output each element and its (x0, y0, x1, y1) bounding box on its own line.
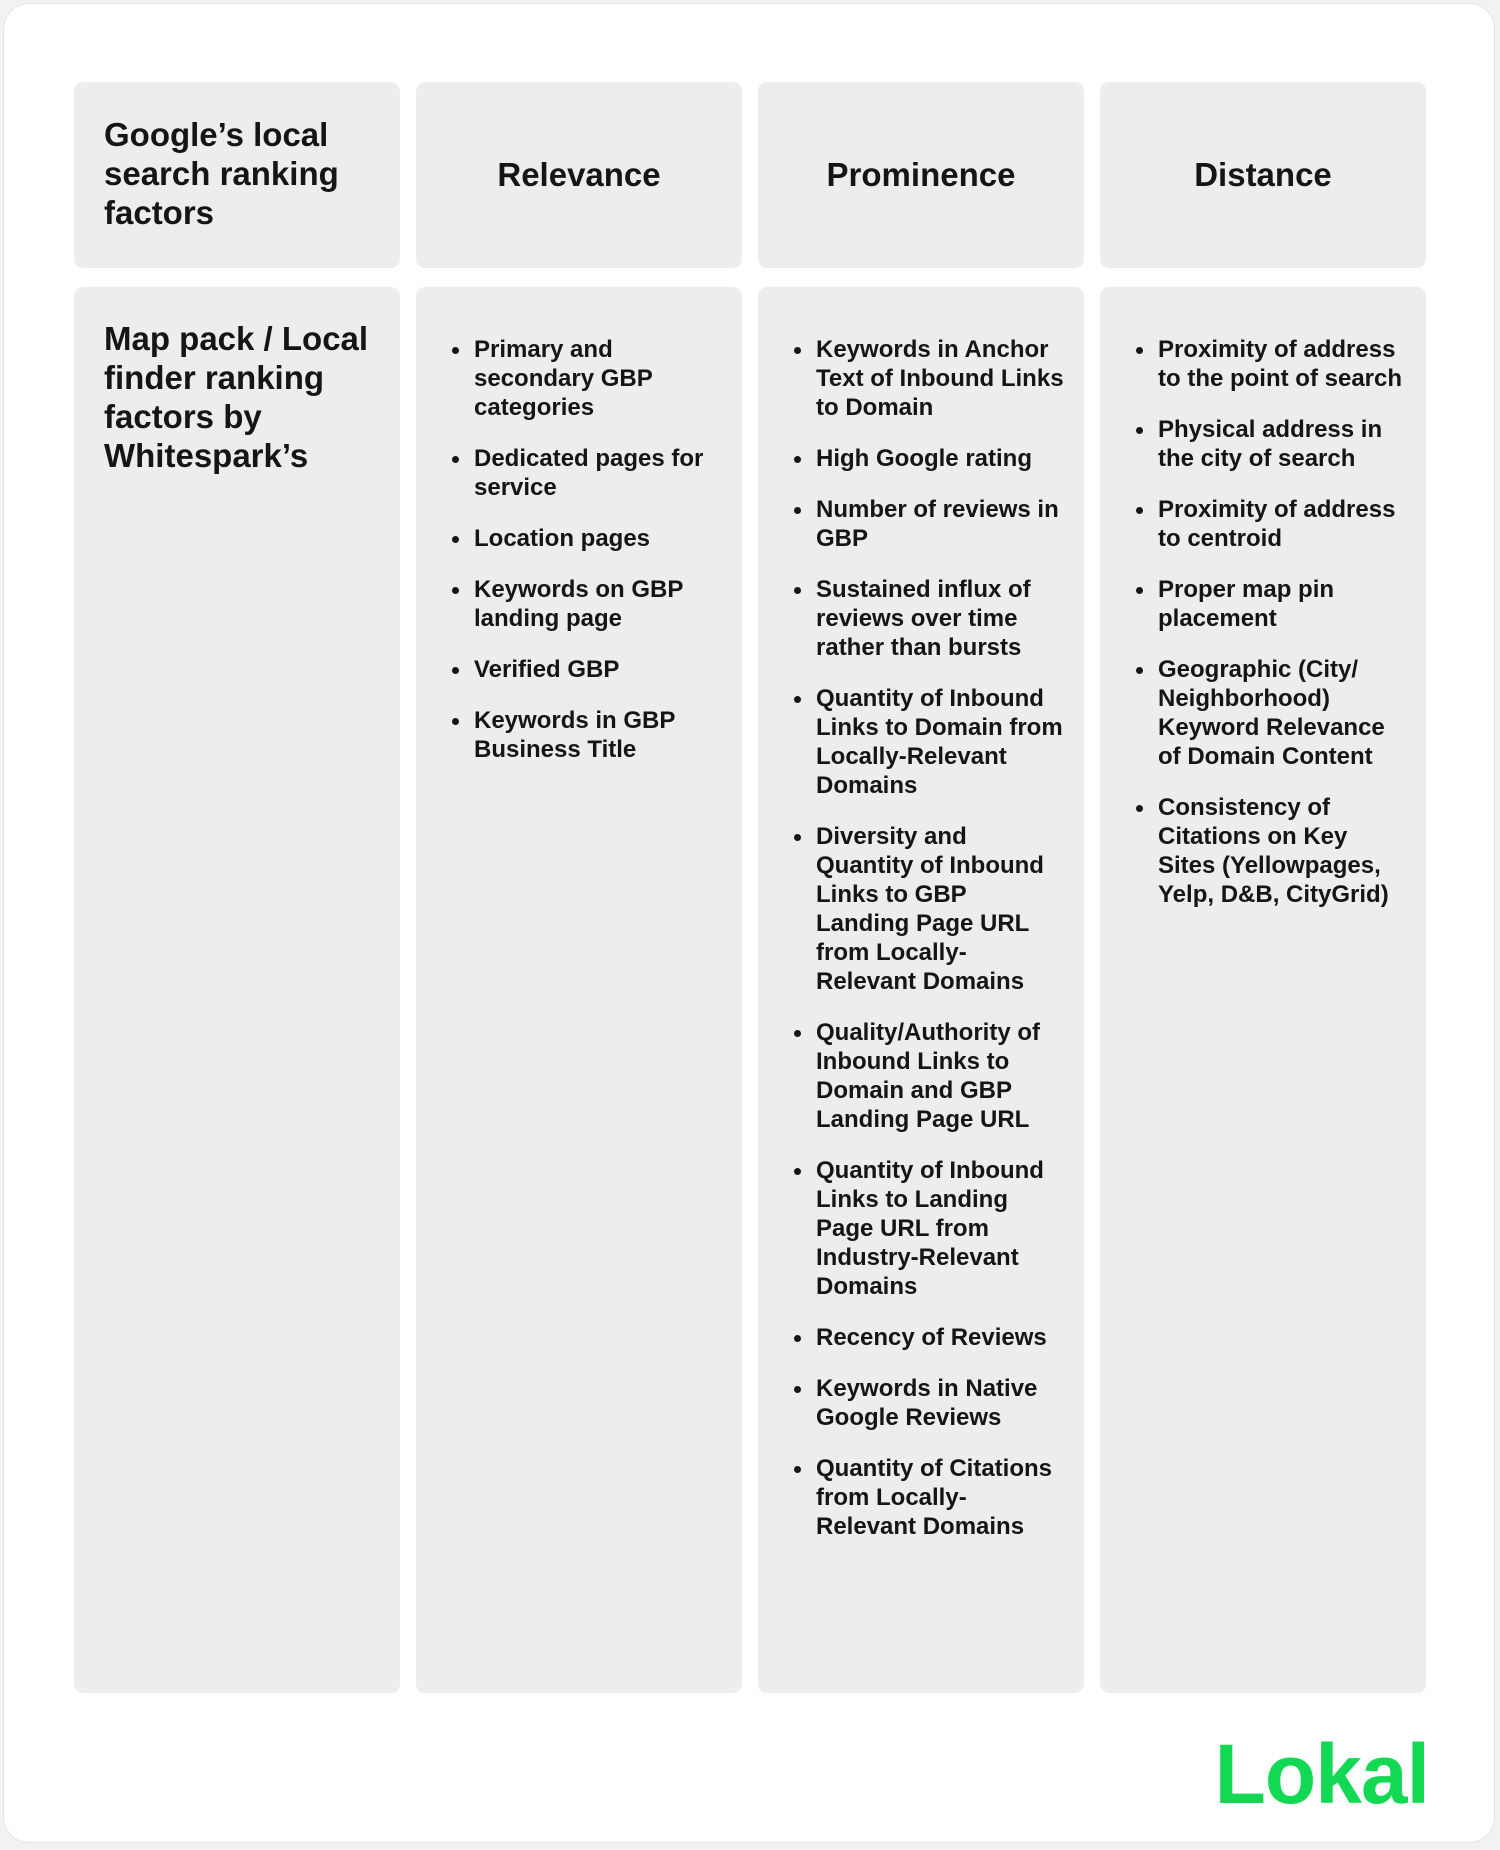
list-item (448, 575, 722, 633)
bullet-icon (794, 507, 801, 514)
list-item (1132, 495, 1406, 553)
list-item-text: Consistency of Citations on Key Sites (Yellowpages, Yelp, D&B, CityGrid) (1158, 794, 1389, 908)
corner-header-card (74, 82, 400, 268)
list-item (790, 1018, 1064, 1134)
list-item-text: Primary and secondary GBP categories (474, 336, 653, 421)
prominence-factor-list (790, 335, 1064, 1563)
list-item-text: Sustained influx of reviews over time rather than bursts (816, 576, 1031, 661)
list-item (448, 655, 722, 684)
list-item-text: Keywords in Anchor Text of Inbound Links to Domain (816, 336, 1064, 421)
bullet-icon (794, 456, 801, 463)
lokal-logo: Lokal (1214, 1727, 1429, 1821)
list-item (1132, 575, 1406, 633)
distance-title: Distance (1194, 156, 1332, 193)
bullet-icon (794, 1466, 801, 1473)
bullet-icon (452, 456, 459, 463)
bullet-icon (452, 536, 459, 543)
list-item (448, 444, 722, 502)
relevance-factor-list (448, 335, 722, 786)
distance-header-card (1100, 82, 1426, 268)
relevance-factors-card (416, 287, 742, 1693)
list-item-text: Proper map pin placement (1158, 576, 1335, 632)
list-item-text: Keywords in GBP Business Title (474, 707, 675, 763)
list-item (448, 335, 722, 422)
bullet-icon (452, 718, 459, 725)
list-item (790, 822, 1064, 996)
list-item-text: Physical address in the city of search (1158, 416, 1383, 472)
list-item-text: Quantity of Inbound Links to Domain from Locally-Relevant Domains (816, 685, 1063, 799)
bullet-icon (1136, 805, 1143, 812)
bullet-icon (1136, 587, 1143, 594)
list-item-text: Recency of Reviews (816, 1324, 1047, 1351)
bullet-icon (452, 347, 459, 354)
list-item-text: Verified GBP (474, 656, 620, 683)
list-item (790, 1374, 1064, 1432)
prominence-title: Prominence (826, 156, 1016, 193)
list-item-text: Diversity and Quantity of Inbound Links to GBP Landing Page URL from Locally-Relevant Domains (816, 823, 1044, 995)
list-item (790, 444, 1064, 473)
relevance-title: Relevance (497, 156, 661, 193)
list-item-text: Quality/Authority of Inbound Links to Domain and GBP Landing Page URL (816, 1019, 1040, 1133)
row-header-card (74, 287, 400, 1693)
bullet-icon (1136, 667, 1143, 674)
list-item-text: High Google rating (816, 445, 1032, 472)
bullet-icon (452, 587, 459, 594)
prominence-factors-card (758, 287, 1084, 1693)
distance-factor-list (1132, 335, 1406, 931)
list-item-text: Number of reviews in GBP (816, 496, 1059, 552)
bullet-icon (1136, 507, 1143, 514)
bullet-icon (794, 1168, 801, 1175)
list-item (790, 1454, 1064, 1541)
list-item-text: Dedicated pages for service (474, 445, 704, 501)
list-item (790, 1156, 1064, 1301)
list-item-text: Quantity of Inbound Links to Landing Page URL from Industry-Relevant Domains (816, 1157, 1044, 1300)
list-item (1132, 793, 1406, 909)
bullet-icon (794, 1030, 801, 1037)
row-title: Map pack / Local finder ranking factors by Whitespark’s (104, 320, 369, 474)
list-item-text: Keywords on GBP landing page (474, 576, 683, 632)
bullet-icon (794, 696, 801, 703)
list-item-text: Proximity of address to the point of search (1158, 336, 1403, 392)
distance-factors-card (1100, 287, 1426, 1693)
bullet-icon (794, 1386, 801, 1393)
list-item (790, 684, 1064, 800)
list-item (1132, 415, 1406, 473)
list-item-text: Proximity of address to centroid (1158, 496, 1396, 552)
bullet-icon (794, 347, 801, 354)
list-item-text: Keywords in Native Google Reviews (816, 1375, 1038, 1431)
bullet-icon (794, 587, 801, 594)
corner-title: Google’s local search ranking factors (104, 116, 339, 231)
list-item (448, 706, 722, 764)
bullet-icon (794, 1335, 801, 1342)
prominence-header-card (758, 82, 1084, 268)
list-item (448, 524, 722, 553)
list-item-text: Geographic (City/ Neighborhood) Keyword Relevance of Domain Content (1158, 656, 1385, 770)
list-item (790, 1323, 1064, 1352)
bullet-icon (452, 667, 459, 674)
list-item (790, 495, 1064, 553)
list-item-text: Location pages (474, 525, 651, 552)
relevance-header-card (416, 82, 742, 268)
list-item (790, 335, 1064, 422)
list-item (1132, 335, 1406, 393)
bullet-icon (1136, 347, 1143, 354)
list-item-text: Quantity of Citations from Locally-Relevant Domains (816, 1455, 1052, 1540)
bullet-icon (794, 834, 801, 841)
bullet-icon (1136, 427, 1143, 434)
list-item (1132, 655, 1406, 771)
list-item (790, 575, 1064, 662)
